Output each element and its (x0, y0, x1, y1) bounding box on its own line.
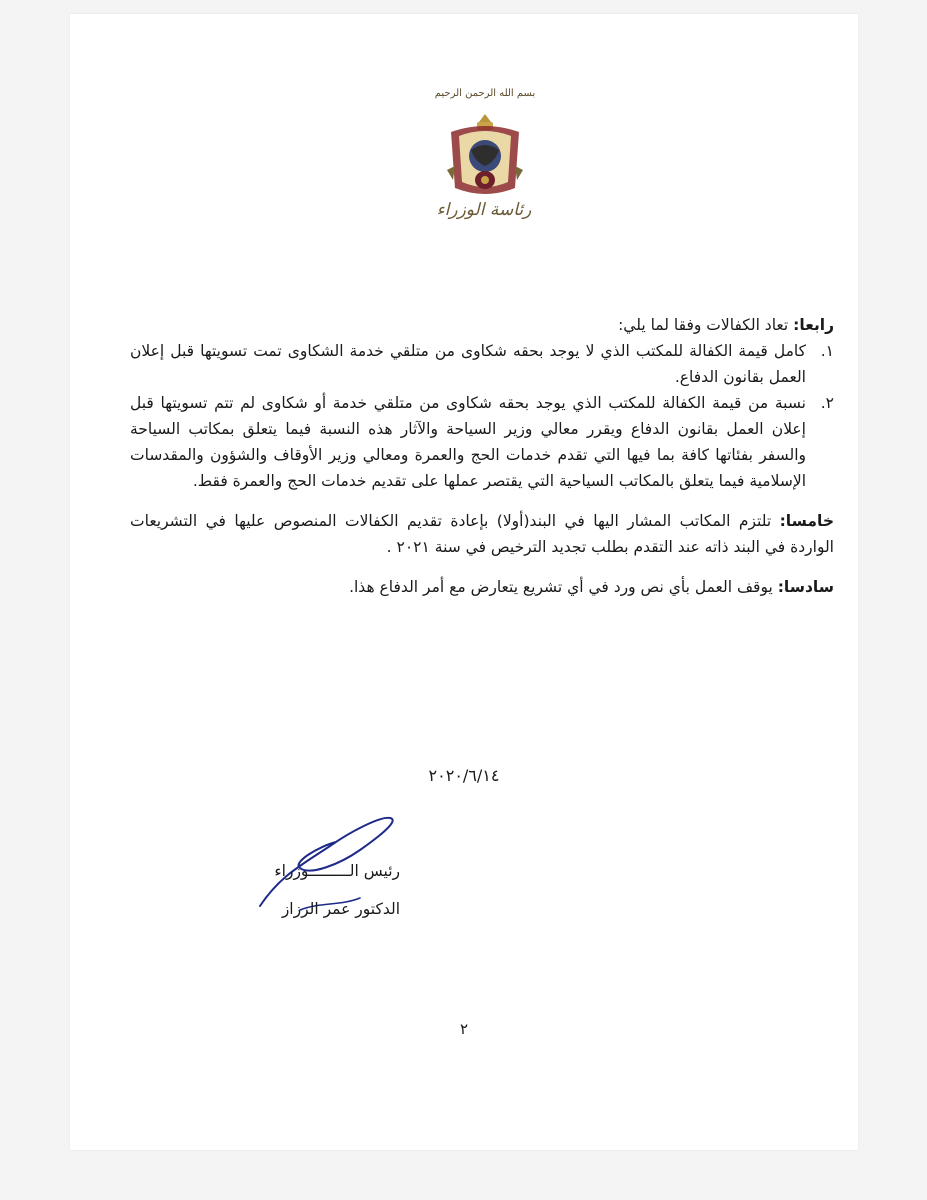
decree-body (130, 312, 834, 614)
list-item-number: ١. (820, 342, 834, 360)
signature-block (180, 852, 400, 928)
document-page (70, 14, 858, 1150)
letterhead (70, 14, 858, 244)
page-number: ٢ (459, 1020, 469, 1038)
section-fourth (130, 312, 834, 494)
list-item (130, 390, 834, 494)
list-item-text: نسبة من قيمة الكفالة للمكتب الذي يوجد بحقه شكاوى من متلقي خدمة أو شكاوى لم تتم تسويتها قبل إعلان العمل بقانون الدفاع ويقرر معالي وزير السياحة والآثار هذه النسبة فيما يتعلق بمكاتب السياحة والسفر بفئاتها كافة بما فيها التي تقدم خدمات الحج والعمرة ومعالي وزير الأوقاف والشؤون والمقدسات الإسلامية فيما يتعلق بالمكاتب السياحية التي يقتصر عملها على تقديم خدمات الحج والعمرة فقط. (130, 394, 806, 490)
list-item-number: ٢. (820, 394, 834, 412)
section-sixth (130, 574, 834, 600)
section-fifth-label: خامسا: (779, 512, 834, 530)
section-fifth-text: تلتزم المكاتب المشار اليها في البند(أولا) بإعادة تقديم الكفالات المنصوص عليها في التشريعات الواردة في البند ذاته عند التقدم بطلب تجديد الترخيص في سنة ٢٠٢١ . (130, 512, 834, 556)
document-date: ٢٠٢٠/٦/١٤ (428, 766, 500, 785)
office-name: رئاسة الوزراء (436, 200, 532, 220)
section-fifth (130, 508, 834, 560)
basmala: بسم الله الرحمن الرحيم (434, 88, 536, 99)
section-fourth-list (130, 338, 834, 494)
section-sixth-label: سادسا: (777, 578, 834, 596)
list-item-text: كامل قيمة الكفالة للمكتب الذي لا يوجد بحقه شكاوى من متلقي خدمة الشكاوى تمت تسويتها قبل إعلان العمل بقانون الدفاع. (130, 342, 806, 386)
signatory-title: رئيس الـــــــــوزراء (274, 862, 400, 880)
signatory-name: الدكتور عمر الرزاز (281, 900, 400, 918)
list-item (130, 338, 834, 390)
section-fourth-text: تعاد الكفالات وفقا لما يلي: (618, 316, 789, 334)
royal-emblem-icon (433, 110, 537, 202)
section-fourth-label: رابعا: (793, 316, 834, 334)
section-sixth-text: يوقف العمل بأي نص ورد في أي تشريع يتعارض مع أمر الدفاع هذا. (349, 578, 773, 596)
